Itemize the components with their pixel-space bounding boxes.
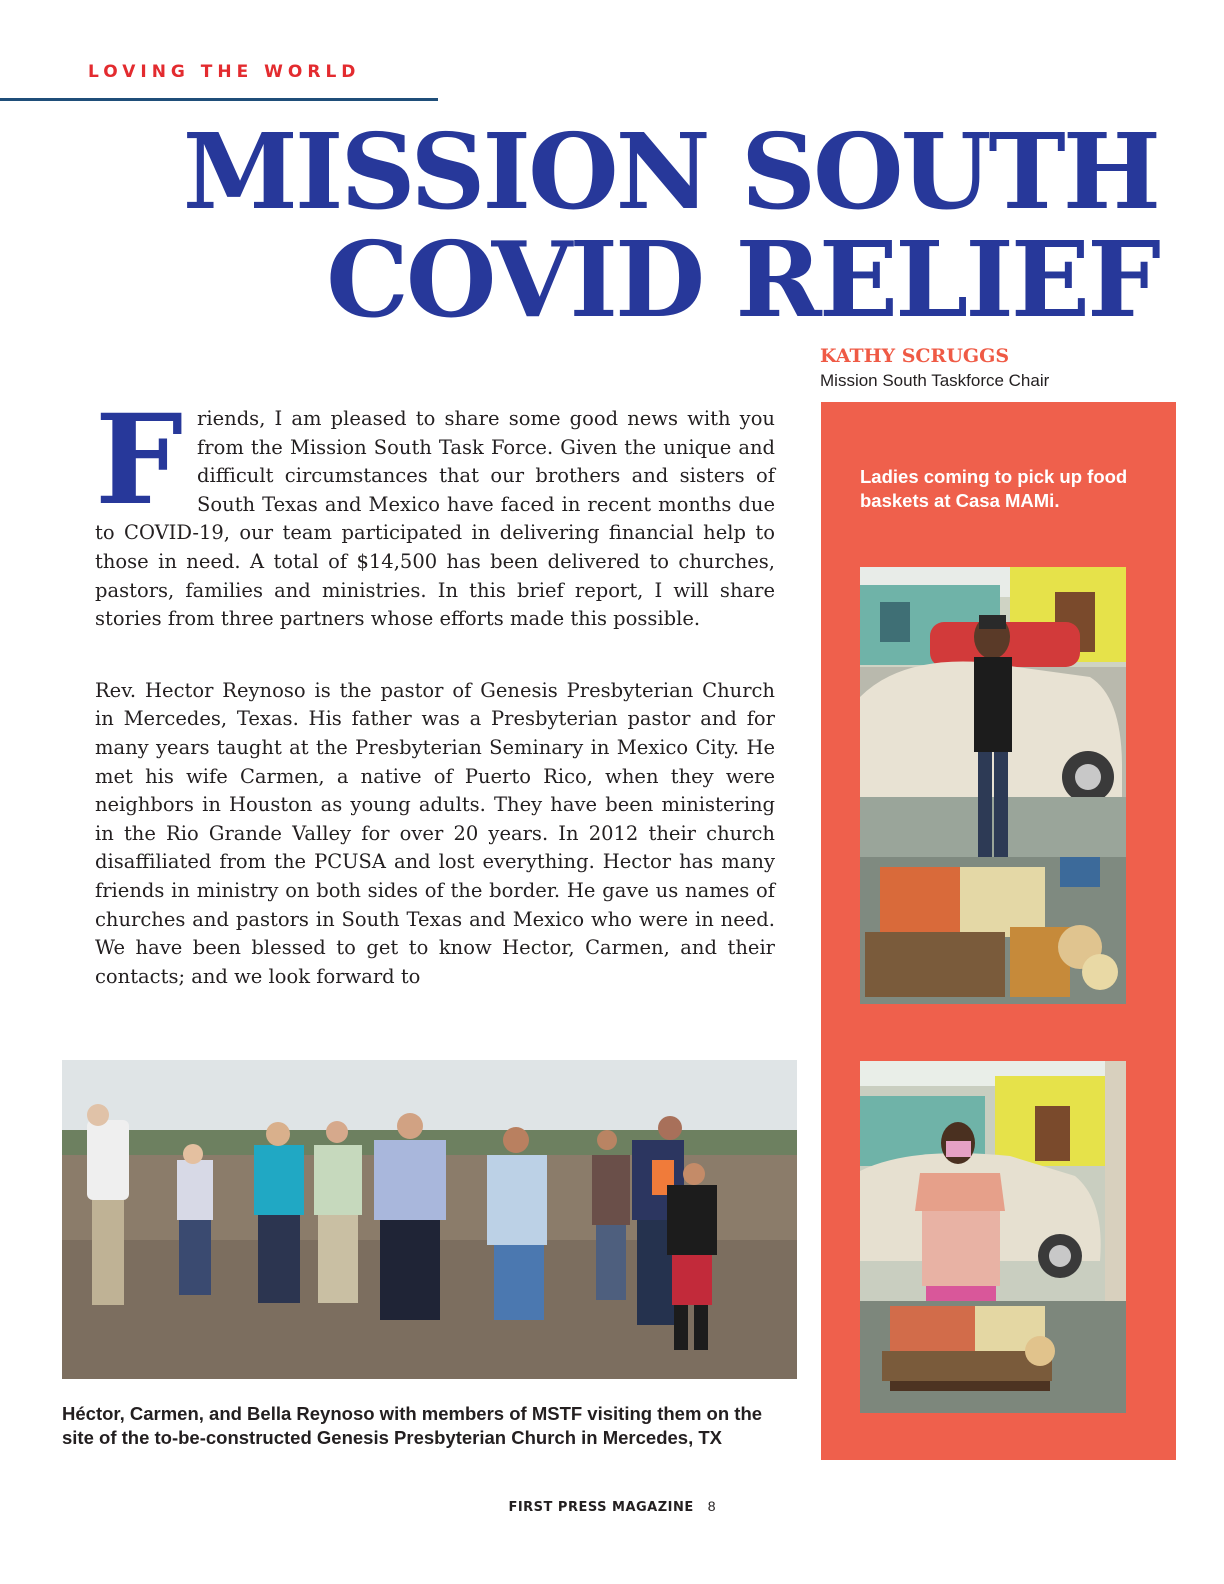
food-basket-photo-1-image [860,567,1126,1004]
magazine-name: FIRST PRESS MAGAZINE [508,1500,694,1515]
photo-sidebar [821,402,1176,1460]
group-photo-caption: Héctor, Carmen, and Bella Reynoso with members of MSTF visiting them on the site of the to-be-constructed Genesis Presbyterian Church in Mercedes, TX [62,1403,763,1448]
page-number: 8 [707,1498,716,1514]
section-divider [0,98,438,101]
section-label: LOVING THE WORLD [88,62,361,82]
group-photo [62,1060,797,1379]
page-title [182,110,1158,341]
title-line-2: COVID RELIEF [326,218,1158,341]
food-basket-photo-1 [860,567,1126,1004]
food-basket-photo-2-image [860,1061,1126,1413]
food-basket-photo-2 [860,1061,1126,1413]
title-line-1: MISSION SOUTH [182,110,1158,233]
article-body [95,388,775,991]
article-paragraph-1 [95,388,775,634]
paragraph-1-text: riends, I am pleased to share some good news with you from the Mission South Task Force. Given the unique and difficult circumstances that our brothers and sisters of South Texas and Mexico have faced in recent months due to COVID-19, our team participated in delivering financial help to those in need. A total of $14,500 has been delivered to churches, pastors, families and ministries. In this brief report, I will share stories from three partners whose efforts made this possible. [95,407,775,631]
article-paragraph-2: Rev. Hector Reynoso is the pastor of Genesis Presbyterian Church in Mercedes, Texas. His father was a Presbyterian pastor and for many years taught at the Presbyterian Seminary in Mexico City. He met his wife Carmen, a native of Puerto Rico, when they were neighbors in Houston as young adults. They have been ministering in the Rio Grande Valley for over 20 years. In 2012 their church disaffiliated from the PCUSA and lost everything. Hector has many friends in ministry on both sides of the border. He gave us names of churches and pastors in South Texas and Mexico who were in need. We have been blessed to get to know Hector, Carmen, and their contacts; and we look forward to [95,678,775,988]
author-name: KATHY SCRUGGS [820,345,1010,367]
author-role: Mission South Taskforce Chair [820,371,1050,390]
group-photo-image [62,1060,797,1379]
sidebar-caption: Ladies coming to pick up food baskets at Casa MAMi. [860,466,1128,511]
drop-cap: F [95,388,184,533]
page-footer [0,1498,1224,1515]
